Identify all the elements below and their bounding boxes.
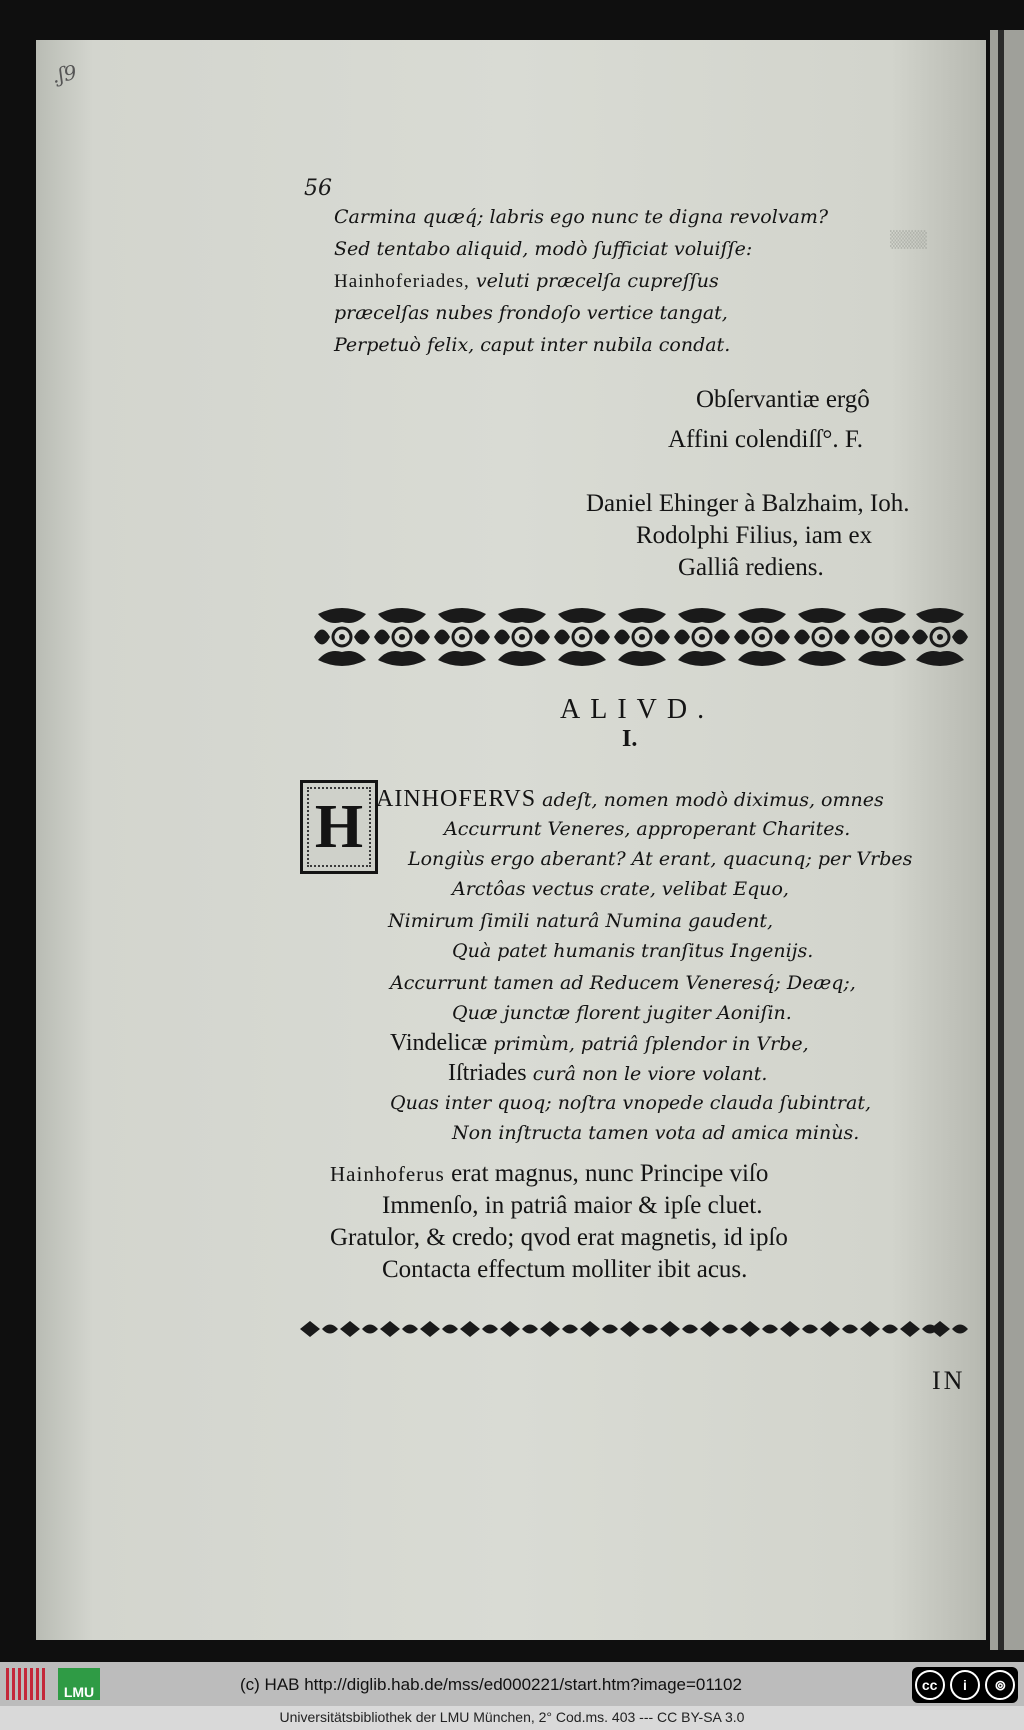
- poem-line: Quà patet humanis tranſitus Ingenijs.: [452, 940, 814, 962]
- poem-line: [390, 1030, 809, 1057]
- next-page-edge: [990, 30, 1024, 1650]
- poem-line: [448, 1060, 767, 1087]
- dedication-line: Affini colendiſſ°. F.: [668, 426, 864, 453]
- margin-note: .ʃ9: [50, 60, 79, 88]
- stanza-line: [330, 1224, 788, 1252]
- ornament-band: [312, 604, 968, 670]
- section-title: ALIVD.: [560, 694, 715, 725]
- verse-line: Sed tentabo aliquid, modò ſufficiat voluiſſe:: [334, 238, 753, 260]
- footer-credit: Universitätsbibliothek der LMU München, 2° Cod.ms. 403 --- CC BY-SA 3.0: [0, 1706, 1024, 1730]
- poem-line: Accurrunt Veneres, approperant Charites.: [444, 818, 851, 840]
- stanza-rest: Immenſo, in patriâ maior & ipſe cluet.: [382, 1192, 763, 1219]
- page-number: 56: [304, 176, 332, 201]
- stanza-line: [382, 1256, 747, 1284]
- dedication-line: Obſervantiæ ergô: [696, 386, 870, 413]
- by-icon: i: [950, 1670, 980, 1700]
- stanza-rest: Contacta effectum molliter ibit acus.: [382, 1256, 748, 1283]
- poem-line: Quas inter quoq; noſtra vnopede clauda ſubintrat,: [390, 1092, 872, 1114]
- poem-smallcaps: AINHOFERVS: [376, 786, 537, 812]
- stanza-rest: Gratulor, & credo; qvod erat magnetis, id ipſo: [330, 1224, 788, 1251]
- section-number: I.: [622, 726, 638, 752]
- author-line: Galliâ rediens.: [678, 554, 824, 581]
- poem-roman-word: Vindelicæ: [390, 1030, 488, 1056]
- library-logo-icon: [6, 1668, 48, 1700]
- ornament-rule: [300, 1318, 968, 1340]
- page-gutter: [998, 30, 1004, 1650]
- poem-roman-word: Iſtriades: [448, 1060, 527, 1086]
- verse-line: [334, 270, 719, 293]
- stanza-smallcaps: Hainhoferus: [330, 1162, 445, 1186]
- cc-license-badge[interactable]: [912, 1667, 1018, 1703]
- poem-rest: adeſt, nomen modò diximus, omnes: [542, 789, 884, 811]
- stanza-rest: erat magnus, nunc Principe viſo: [451, 1160, 769, 1187]
- source-link[interactable]: (c) HAB http://diglib.hab.de/mss/ed000221/start.htm?image=01102: [240, 1675, 742, 1694]
- poem-line: [376, 786, 884, 813]
- verse-line: Perpetuò felix, caput inter nubila condat.: [334, 334, 731, 356]
- verse-line: Carmina quæq́; labris ego nunc te digna revolvam?: [334, 206, 829, 228]
- poem-line: Non inſtructa tamen vota ad amica minùs.: [452, 1122, 860, 1144]
- poem-line: Longiùs ergo aberant? At erant, quacunq; per Vrbes: [408, 848, 913, 870]
- sa-icon: ⊚: [985, 1670, 1015, 1700]
- poem-rest: primùm, patriâ ſplendor in Vrbe,: [493, 1033, 809, 1055]
- poem-line: Nimirum ſimili naturâ Numina gaudent,: [388, 910, 774, 932]
- bleed-through: ▒▒▒: [890, 230, 927, 249]
- verse-smallcaps: Hainhoferiades,: [334, 271, 470, 292]
- poem-line: Quæ junctæ florent jugiter Aoniſin.: [452, 1002, 792, 1024]
- catchword: IN: [932, 1366, 966, 1395]
- verse-rest: veluti præcelſa cupreſſus: [475, 270, 719, 292]
- poem-line: Accurrunt tamen ad Reducem Veneresq́; Deæq;,: [390, 972, 856, 994]
- author-line: Daniel Ehinger à Balzhaim, Ioh.: [586, 490, 910, 517]
- author-line: Rodolphi Filius, iam ex: [636, 522, 873, 549]
- stanza-line: [382, 1192, 762, 1220]
- poem-line: Arctôas vectus crate, velibat Equo,: [452, 878, 789, 900]
- decorated-initial: H: [300, 780, 378, 874]
- cc-icon: cc: [915, 1670, 945, 1700]
- verse-line: præcelſas nubes frondoſo vertice tangat,: [334, 302, 728, 324]
- poem-rest: curâ non le viore volant.: [532, 1063, 768, 1085]
- lmu-logo: LMU: [58, 1668, 100, 1700]
- stanza-line: [330, 1160, 768, 1188]
